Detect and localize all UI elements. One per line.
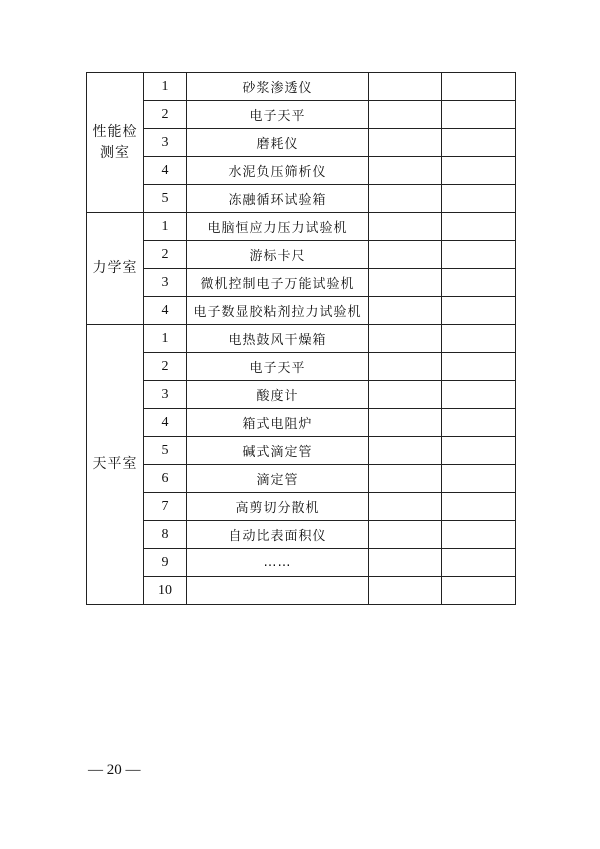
room-name-cell: 力学室 [87,213,144,325]
table-row [87,353,516,381]
blank-cell [442,549,516,577]
table-row [87,437,516,465]
equipment-name-cell: 电脑恒应力压力试验机 [187,213,369,241]
table-row [87,101,516,129]
blank-cell [369,353,442,381]
blank-cell [369,157,442,185]
table-row [87,549,516,577]
blank-cell [369,241,442,269]
equipment-name-cell: 滴定管 [187,465,369,493]
blank-cell [369,521,442,549]
table-row [87,577,516,605]
equipment-name-cell: …… [187,549,369,577]
blank-cell [369,73,442,101]
blank-cell [442,185,516,213]
row-number-cell: 1 [144,213,187,241]
blank-cell [369,297,442,325]
blank-cell [369,129,442,157]
row-number-cell: 8 [144,521,187,549]
table-row [87,241,516,269]
equipment-name-cell: 电子天平 [187,353,369,381]
blank-cell [442,465,516,493]
row-number-cell: 5 [144,185,187,213]
equipment-name-cell: 酸度计 [187,381,369,409]
table-row [87,73,516,101]
blank-cell [369,381,442,409]
table-row [87,185,516,213]
blank-cell [369,465,442,493]
blank-cell [369,577,442,605]
blank-cell [369,213,442,241]
row-number-cell: 9 [144,549,187,577]
equipment-name-cell: 自动比表面积仪 [187,521,369,549]
equipment-name-cell: 游标卡尺 [187,241,369,269]
row-number-cell: 4 [144,297,187,325]
blank-cell [442,521,516,549]
blank-cell [369,269,442,297]
blank-cell [369,437,442,465]
row-number-cell: 3 [144,381,187,409]
table-row [87,157,516,185]
blank-cell [442,577,516,605]
equipment-name-cell: 水泥负压筛析仪 [187,157,369,185]
blank-cell [442,353,516,381]
row-number-cell: 2 [144,353,187,381]
blank-cell [369,101,442,129]
row-number-cell: 3 [144,129,187,157]
row-number-cell: 2 [144,101,187,129]
row-number-cell: 10 [144,577,187,605]
blank-cell [442,73,516,101]
equipment-name-cell: 电子天平 [187,101,369,129]
room-name-cell: 性能检测室 [87,73,144,213]
table-row [87,521,516,549]
blank-cell [442,325,516,353]
table-row [87,269,516,297]
row-number-cell: 3 [144,269,187,297]
blank-cell [442,493,516,521]
equipment-name-cell: 冻融循环试验箱 [187,185,369,213]
blank-cell [442,381,516,409]
equipment-name-cell: 箱式电阻炉 [187,409,369,437]
equipment-table [86,72,516,605]
table-row [87,493,516,521]
equipment-name-cell: 微机控制电子万能试验机 [187,269,369,297]
table-row [87,129,516,157]
blank-cell [369,185,442,213]
equipment-name-cell: 电子数显胶粘剂拉力试验机 [187,297,369,325]
blank-cell [442,213,516,241]
row-number-cell: 4 [144,157,187,185]
row-number-cell: 5 [144,437,187,465]
blank-cell [369,325,442,353]
blank-cell [442,297,516,325]
equipment-name-cell [187,577,369,605]
room-name-cell: 天平室 [87,325,144,605]
equipment-name-cell: 砂浆渗透仪 [187,73,369,101]
blank-cell [442,129,516,157]
equipment-name-cell: 电热鼓风干燥箱 [187,325,369,353]
blank-cell [442,101,516,129]
table-row [87,409,516,437]
table-row [87,325,516,353]
row-number-cell: 1 [144,73,187,101]
table-row [87,297,516,325]
blank-cell [442,409,516,437]
blank-cell [369,549,442,577]
row-number-cell: 7 [144,493,187,521]
equipment-name-cell: 高剪切分散机 [187,493,369,521]
row-number-cell: 2 [144,241,187,269]
blank-cell [442,269,516,297]
page-number: — 20 — [88,762,141,778]
row-number-cell: 4 [144,409,187,437]
table-row [87,465,516,493]
blank-cell [369,493,442,521]
table-row [87,213,516,241]
row-number-cell: 1 [144,325,187,353]
table-row [87,381,516,409]
equipment-table-body [87,73,516,605]
equipment-name-cell: 碱式滴定管 [187,437,369,465]
equipment-name-cell: 磨耗仪 [187,129,369,157]
blank-cell [442,241,516,269]
blank-cell [442,437,516,465]
blank-cell [369,409,442,437]
row-number-cell: 6 [144,465,187,493]
blank-cell [442,157,516,185]
